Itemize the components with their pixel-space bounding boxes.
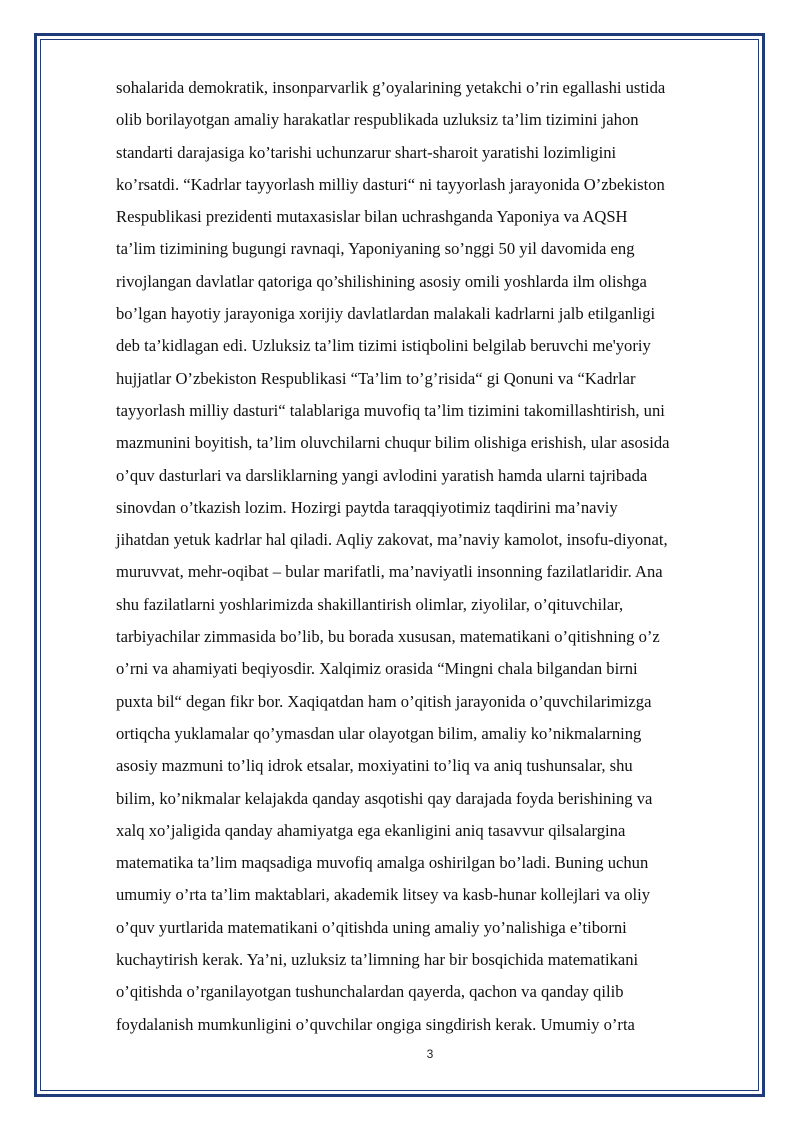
text-line: o’quv dasturlari va darsliklarning yangi avlodini yaratish hamda ularni tajribada bbox=[116, 465, 648, 485]
text-line: rivojlangan davlatlar qatoriga qo’shilishining asosiy omili yoshlarda ilm olishga bbox=[116, 271, 647, 291]
text-line: bilim, ko’nikmalar kelajakda qanday asqotishi qay darajada foyda berishining va bbox=[116, 788, 653, 808]
text-line: umumiy o’rta ta’lim maktablari, akademik litsey va kasb-hunar kollejlari va oliy bbox=[116, 885, 651, 905]
text-line: shu fazilatlarni yoshlarimizda shakillantirish olimlar, ziyolilar, o’qituvchilar, bbox=[116, 594, 624, 614]
text-line: o’quv yurtlarida matematikani o’qitishda uning amaliy yo’nalishiga e’tiborni bbox=[116, 917, 627, 937]
text-line: foydalanish mumkunligini o’quvchilar ongiga singdirish kerak. Umumiy o’rta bbox=[116, 1014, 635, 1034]
text-line: mazmunini boyitish, ta’lim oluvchilarni chuqur bilim olishiga erishish, ular asosida bbox=[116, 433, 670, 453]
body-text bbox=[116, 72, 746, 1041]
text-line: kuchaytirish kerak. Ya’ni, uzluksiz ta’limning har bir bosqichida matematikani bbox=[116, 950, 639, 970]
text-line: o’qitishda o’rganilayotgan tushunchalardan qayerda, qachon va qanday qilib bbox=[116, 982, 624, 1002]
text-line: asosiy mazmuni to’liq idrok etsalar, moxiyatini to’liq va aniq tushunsalar, shu bbox=[116, 756, 633, 776]
text-line: tarbiyachilar zimmasida bo’lib, bu borada xususan, matematikani o’qitishning o’z bbox=[116, 627, 660, 647]
text-line: o’rni va ahamiyati beqiyosdir. Xalqimiz orasida “Mingni chala bilgandan birni bbox=[116, 659, 638, 679]
text-line: tayyorlash milliy dasturi“ talablariga muvofiq ta’lim tizimini takomillashtirish, uni bbox=[116, 400, 665, 420]
text-line: deb ta’kidlagan edi. Uzluksiz ta’lim tizimi istiqbolini belgilab beruvchi me'yoriy bbox=[116, 336, 651, 356]
text-line: ortiqcha yuklamalar qo’ymasdan ular olayotgan bilim, amaliy ko’nikmalarning bbox=[116, 723, 642, 743]
text-line: sinovdan o’tkazish lozim. Hozirgi paytda taraqqiyotimiz taqdirini ma’naviy bbox=[116, 497, 618, 517]
text-line: standarti darajasiga ko’tarishi uchunzarur shart-sharoit yaratishi lozimligini bbox=[116, 142, 617, 162]
text-line: bo’lgan hayotiy jarayoniga xorijiy davlatlardan malakali kadrlarni jalb etilganligi bbox=[116, 304, 656, 324]
text-line: ta’lim tizimining bugungi ravnaqi, Yaponiyaning so’nggi 50 yil davomida eng bbox=[116, 239, 635, 259]
text-line: olib borilayotgan amaliy harakatlar respublikada uzluksiz ta’lim tizimini jahon bbox=[116, 110, 639, 130]
text-line: hujjatlar O’zbekiston Respublikasi “Ta’lim to’g’risida“ gi Qonuni va “Kadrlar bbox=[116, 368, 636, 388]
text-line: sohalarida demokratik, insonparvarlik g’oyalarining yetakchi o’rin egallashi ustida bbox=[116, 78, 666, 97]
text-line: jihatdan yetuk kadrlar hal qiladi. Aqliy zakovat, ma’naviy kamolot, insofu-diyonat, bbox=[116, 530, 668, 550]
page-number: 3 bbox=[426, 1047, 434, 1061]
text-line: Respublikasi prezidenti mutaxasislar bilan uchrashganda Yaponiya va AQSH bbox=[116, 207, 628, 227]
text-line: ko’rsatdi. “Kadrlar tayyorlash milliy dasturi“ ni tayyorlash jarayonida O’zbekiston bbox=[116, 174, 665, 194]
text-line: puxta bil“ degan fikr bor. Xaqiqatdan ham o’qitish jarayonida o’quvchilarimizga bbox=[116, 691, 652, 711]
text-line: muruvvat, mehr-oqibat – bular marifatli, ma’naviyatli insonning fazilatlaridir. Ana bbox=[116, 562, 663, 582]
text-line: matematika ta’lim maqsadiga muvofiq amalga oshirilgan bo’ladi. Buning uchun bbox=[116, 853, 649, 873]
text-line: xalq xo’jaligida qanday ahamiyatga ega ekanligini aniq tasavvur qilsalargina bbox=[116, 820, 626, 840]
